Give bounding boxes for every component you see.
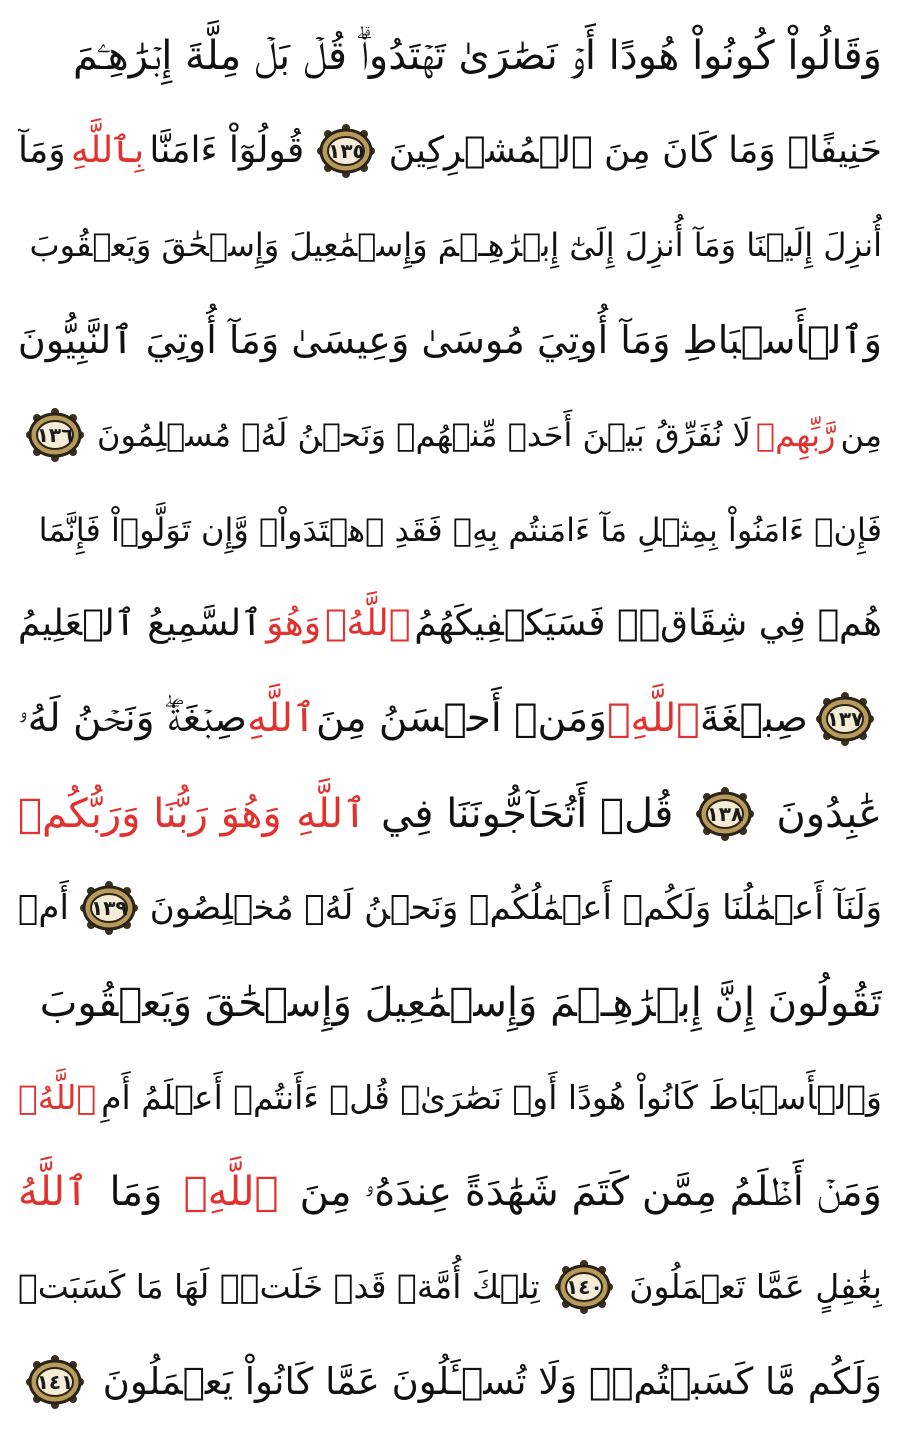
- verse-text: وَلَكُم مَّا كَسَبۡتُمۡۖ وَلَا تُسۡـَٔلُونَ عَمَّا كَانُواْ يَعۡمَلُونَ: [102, 1359, 882, 1403]
- verse-text: لَا نُفَرِّقُ بَيۡنَ أَحَدٖ مِّنۡهُمۡ وَنَحۡنُ لَهُۥ مُسۡلِمُونَ: [97, 415, 751, 454]
- verse-text: وَمَنۡ أَظۡلَمُ مِمَّن كَتَمَ شَهَٰدَةً عِندَهُۥ مِنَ: [299, 1169, 882, 1216]
- verse-text: تَقُولُونَ إِنَّ إِبۡرَٰهِـۧمَ وَإِسۡمَٰعِيلَ وَإِسۡحَٰقَ وَيَعۡقُوبَ: [39, 980, 882, 1027]
- ayah-number: ١٣٥: [328, 138, 365, 163]
- ayah-number-marker: [694, 787, 756, 841]
- ayah-number: ١٣٧: [826, 706, 864, 731]
- verse-line: [18, 109, 882, 193]
- verse-text: وَٱلۡأَسۡبَاطِ وَمَآ أُوتِيَ مُوسَىٰ وَعِيسَىٰ وَمَآ أُوتِيَ ٱلنَّبِيُّونَ: [18, 318, 882, 363]
- verse-line: [18, 14, 882, 98]
- divine-name-text: ٱللَّهِۖ: [607, 695, 700, 741]
- verse-text: وَلَنَآ أَعۡمَٰلُنَا وَلَكُمۡ أَعۡمَٰلُكُمۡ وَنَحۡنُ لَهُۥ مُخۡلِصُونَ: [149, 888, 882, 929]
- verse-line: [18, 1245, 882, 1329]
- verse-line: [18, 203, 882, 287]
- verse-line: [18, 488, 882, 572]
- verse-line: [18, 866, 882, 950]
- verse-text: فَإِنۡ ءَامَنُواْ بِمِثۡلِ مَآ ءَامَنتُم بِهِۦ فَقَدِ ٱهۡتَدَواْۖ وَّإِن تَوَلَّوۡاْ فَإِنَّمَا: [38, 510, 882, 549]
- verse-text: قُولُوٓاْ ءَامَنَّا: [149, 129, 305, 171]
- verse-text: قُلۡ أَتُحَآجُّونَنَا فِي: [381, 790, 674, 837]
- verse-line: [18, 393, 882, 477]
- verse-text: صِبۡغَةٗۖ وَنَحۡنُ لَهُۥ: [18, 695, 248, 741]
- ayah-number-marker: [24, 1355, 86, 1409]
- divine-name-text: ٱللَّهُۚ: [324, 603, 411, 645]
- verse-text: وَمَآ: [18, 129, 66, 171]
- verse-text: تِلۡكَ أُمَّةٞ قَدۡ خَلَتۡۖ لَهَا مَا كَسَبَتۡ: [18, 1267, 540, 1307]
- divine-name-text: ٱللَّهِۗ: [183, 1169, 279, 1216]
- ayah-number: ١٣٦: [36, 422, 74, 447]
- verse-text: مِن: [840, 415, 882, 454]
- verse-line: [18, 582, 882, 666]
- ayah-number-marker: [24, 408, 86, 462]
- ayah-number: ١٤٠: [566, 1275, 603, 1300]
- verse-text: أُنزِلَ إِلَيۡنَا وَمَآ أُنزِلَ إِلَىٰٓ إِبۡرَٰهِـۧمَ وَإِسۡمَٰعِيلَ وَإِسۡحَٰقَ وَيَعۡقُوبَ: [29, 226, 882, 265]
- divine-name-text: ٱللَّهِ: [296, 790, 367, 837]
- verse-line: [18, 298, 882, 382]
- verse-text: وَمَنۡ أَحۡسَنُ مِنَ: [315, 695, 607, 741]
- ayah-number-marker: [78, 881, 140, 935]
- verse-text: صِبۡغَةَ: [699, 695, 808, 741]
- verse-text: وَمَا: [109, 1169, 163, 1216]
- mushaf-page: [18, 14, 882, 1424]
- divine-name-text: ٱللَّهِ: [247, 695, 316, 741]
- divine-name-text: وَهُوَ رَبُّنَا وَرَبُّكُمۡ: [18, 790, 282, 837]
- verse-text: بِغَٰفِلٍ عَمَّا تَعۡمَلُونَ: [629, 1267, 882, 1307]
- ayah-number: ١٣٩: [91, 896, 128, 921]
- ayah-number-marker: [553, 1260, 615, 1314]
- ayah-number-marker: [814, 692, 876, 746]
- verse-text: وَٱلۡأَسۡبَاطَ كَانُواْ هُودًا أَوۡ نَصَٰرَىٰۗ قُلۡ ءَأَنتُمۡ أَعۡلَمُ أَمِ: [101, 1077, 882, 1117]
- ayah-number: ١٣٨: [706, 801, 744, 826]
- ayah-number: ١٤١: [36, 1369, 74, 1394]
- verse-line: [18, 677, 882, 761]
- verse-text: حَنِيفًاۖ وَمَا كَانَ مِنَ ٱلۡمُشۡرِكِينَ: [388, 129, 882, 171]
- verse-line: [18, 1340, 882, 1424]
- verse-line: [18, 1150, 882, 1234]
- divine-name-text: وَهُوَ: [266, 603, 322, 645]
- verse-text: وَقَالُواْ كُونُواْ هُودًا أَوۡ نَصَٰرَىٰ تَهۡتَدُواْۗ قُلۡ بَلۡ مِلَّةَ إِبۡرَٰهِـۧمَ: [73, 33, 882, 79]
- verse-text: عَٰبِدُونَ: [776, 790, 882, 837]
- divine-name-text: ٱللَّهُۗ: [18, 1077, 97, 1117]
- verse-line: [18, 961, 882, 1045]
- ayah-number-marker: [315, 124, 377, 178]
- divine-name-text: رَّبِّهِمۡ: [755, 415, 836, 454]
- verse-line: [18, 772, 882, 856]
- divine-name-text: ٱللَّهُ: [18, 1169, 89, 1216]
- divine-name-text: بِٱللَّهِ: [70, 129, 145, 171]
- verse-text: هُمۡ فِي شِقَاقٖۖ فَسَيَكۡفِيكَهُمُ: [414, 603, 882, 645]
- verse-line: [18, 1056, 882, 1140]
- verse-text: أَمۡ: [18, 888, 69, 929]
- verse-text: ٱلسَّمِيعُ ٱلۡعَلِيمُ: [18, 603, 263, 645]
